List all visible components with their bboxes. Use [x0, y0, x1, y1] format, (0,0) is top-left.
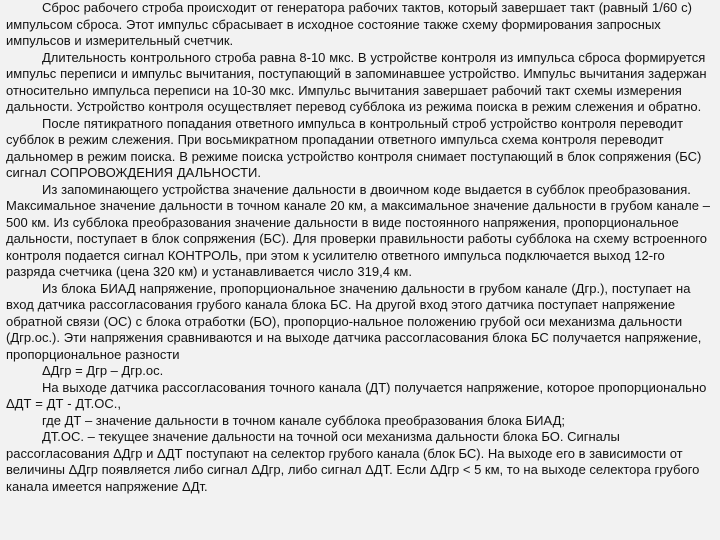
paragraph-biad-voltage: Из блока БИАД напряжение, пропорциональное значению дальности в грубом канале (Дгр.), поступает на вход датчика рассогласования грубого канала блока БС. На другой вход этого датчика поступает напряжение обратной связи (ОС) с блока отработки (БО), пропорцио-нальное положению грубой оси механизма дальности (Дгр.ос.). Эти напряжения сравниваются и на выходе датчика рассогласования блока БС получается напряжение, пропорциональное разности: [6, 280, 702, 362]
paragraph-control-strobe: Длительность контрольного строба равна 8-10 мкс. В устройстве контроля из импульса сброса формируется импульс переписи и импульс вычитания, поступающий в запоминавшее устройство. Импульс вычитания задержан относительно импульса переписи на 10-30 мкс. Импульс вычитания завершает рабочий такт схемы измерения дальности. Устройство контроля осуществляет перевод субблока из режима поиска в режим слежения и обратно.: [6, 49, 707, 114]
paragraph-tracking-mode: После пятикратного попадания ответного импульса в контрольный строб устройство контроля переводит субблок в режим слежения. При восьмикратном пропадании ответного импульса схема контроля переводит дальномер в режим поиска. В режиме поиска устройство контроля снимает поступающий в блок сопряжения (БС) сигнал СОПРОВОЖДЕНИЯ ДАЛЬНОСТИ.: [6, 115, 702, 180]
formula-coarse-difference: ΔДгр = Дгр – Дгр.ос.: [42, 363, 164, 378]
paragraph-fine-channel: На выходе датчика рассогласования точного канала (ДТ) получается напряжение, которое пропорционально ΔДТ = ДТ - ДТ.ОС.,: [6, 379, 707, 411]
paragraph-reset-strobe: Сброс рабочего строба происходит от генератора рабочих тактов, который завершает такт (равный 1/60 с) импульсом сброса. Этот импульс сбрасывает в исходное состояние также схему формирования запросных импульсов и измерительный счетчик.: [6, 0, 692, 48]
definition-dt: где ДТ – значение дальности в точном канале субблока преобразования блока БИАД;: [42, 412, 565, 428]
document-body: [6, 0, 714, 495]
definition-dt-os: ДТ.ОС. – текущее значение дальности на точной оси механизма дальности блока БО. Сигналы рассогласования ΔДгр и ΔДТ поступают на селектор грубого канала (блок БС). На выходе его в зависимости от величины ΔДгр появляется либо сигнал ΔДгр, либо сигнал ΔДТ. Если ΔДгр < 5 км, то на выходе селектора грубого канала имеется напряжение ΔДт.: [6, 429, 700, 494]
paragraph-memory-output: Из запоминающего устройства значение дальности в двоичном коде выдается в субблок преобразования. Максимальное значение дальности в точном канале 20 км, а максимальное значение дальности в грубом канале – 500 км. Из субблока преобразования значение дальности в виде постоянного напряжения, пропорциональное дальности, поступает в блок сопряжения (БС). Для проверки правильности работы субблока на схему встроенного контроля подается сигнал КОНТРОЛЬ, при этом к усилителю ответного импульса подключается выход 12-го разряда счетчика (цена 320 км) и устанавливается число 319,4 км.: [6, 181, 710, 279]
